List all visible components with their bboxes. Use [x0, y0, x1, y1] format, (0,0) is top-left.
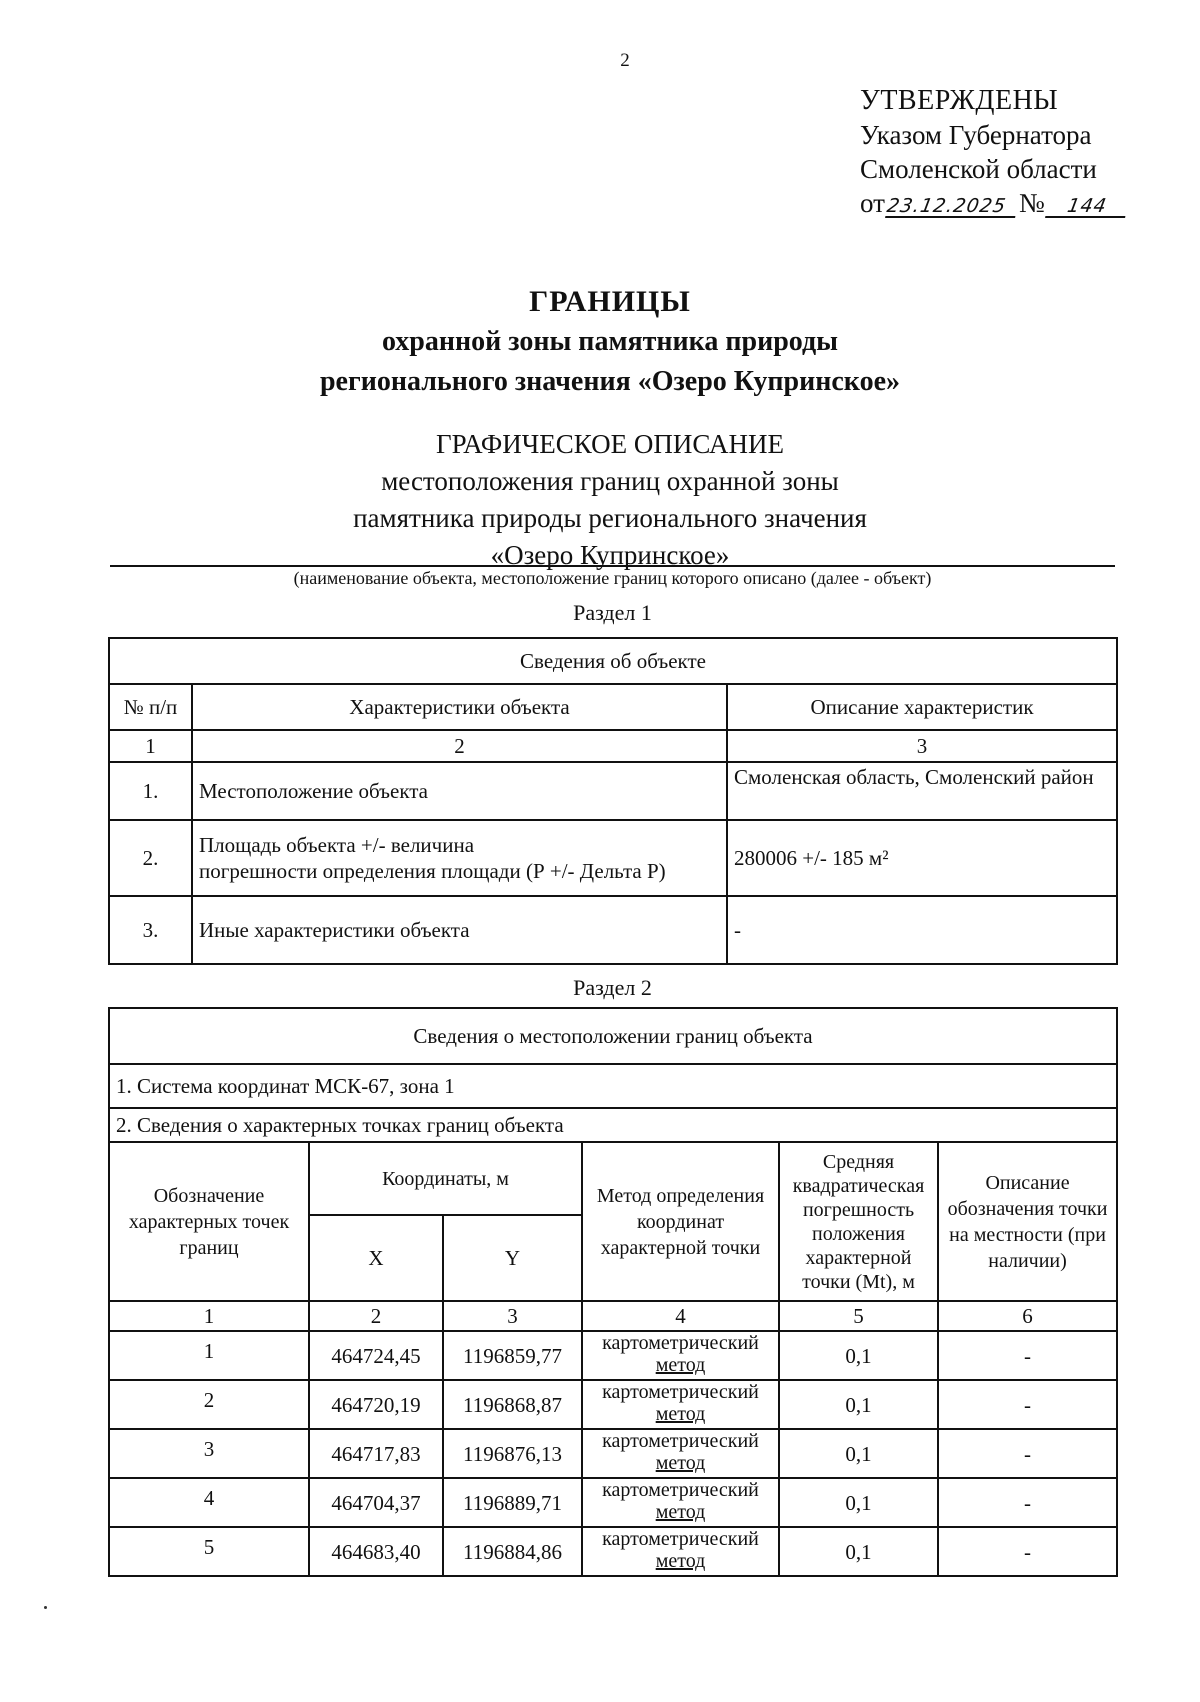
- point-number: 5: [109, 1527, 309, 1576]
- row-characteristic: [192, 820, 727, 896]
- point-accuracy: 0,1: [779, 1478, 938, 1527]
- row-characteristic-line2: погрешности определения площади (Р +/- Дельта Р): [199, 859, 666, 883]
- header-x: X: [309, 1215, 443, 1301]
- subtitle-line-2: местоположения границ охранной зоны: [381, 466, 839, 496]
- title-line-1: ГРАНИЦЫ: [529, 285, 691, 318]
- point-description: -: [938, 1478, 1117, 1527]
- boundary-points-table: [108, 1007, 1118, 1577]
- row-description: 280006 +/- 185 м²: [727, 820, 1117, 896]
- point-method-line2: метод: [655, 1403, 706, 1425]
- section2-label: Раздел 2: [573, 975, 652, 1000]
- document-title: [110, 282, 1110, 402]
- boundary-table-title: Сведения о местоположении границ объекта: [109, 1008, 1117, 1064]
- row-number: 2.: [109, 820, 192, 896]
- point-method-line2: метод: [655, 1501, 706, 1523]
- point-y: 1196884,86: [443, 1527, 582, 1576]
- point-method-line2: метод: [655, 1452, 706, 1474]
- point-number: 1: [109, 1331, 309, 1380]
- table-row: [109, 1429, 1117, 1478]
- approval-heading: УТВЕРЖДЕНЫ: [860, 85, 1059, 116]
- point-method: [582, 1331, 779, 1380]
- point-description: -: [938, 1331, 1117, 1380]
- approval-handwritten-number: 144: [1045, 196, 1129, 218]
- point-number: 2: [109, 1380, 309, 1429]
- point-method-line1: картометрический: [602, 1479, 759, 1501]
- header-point-description: Описание обозначения точки на местности (при наличии): [938, 1142, 1117, 1301]
- point-description: -: [938, 1429, 1117, 1478]
- point-method-line1: картометрический: [602, 1528, 759, 1550]
- section1-label: Раздел 1: [573, 600, 652, 625]
- column-number: 1: [109, 1301, 309, 1331]
- page-number: 2: [620, 50, 630, 71]
- column-number: 3: [443, 1301, 582, 1331]
- table-row: [109, 1331, 1117, 1380]
- object-info-title: Сведения об объекте: [109, 638, 1117, 684]
- table-row: [109, 1478, 1117, 1527]
- header-accuracy: Средняя квадратическая погрешность положения характерной точки (Mt), м: [779, 1142, 938, 1301]
- point-y: 1196876,13: [443, 1429, 582, 1478]
- point-x: 464717,83: [309, 1429, 443, 1478]
- point-method-line2: метод: [655, 1550, 706, 1572]
- row-characteristic-line1: Площадь объекта +/- величина: [199, 833, 475, 857]
- object-info-table: [108, 637, 1118, 965]
- row-number: 1.: [109, 762, 192, 820]
- point-method: [582, 1478, 779, 1527]
- header-number: № п/п: [109, 684, 192, 730]
- point-y: 1196868,87: [443, 1380, 582, 1429]
- point-x: 464704,37: [309, 1478, 443, 1527]
- point-y: 1196889,71: [443, 1478, 582, 1527]
- point-number: 4: [109, 1478, 309, 1527]
- point-method-line1: картометрический: [602, 1381, 759, 1403]
- approval-date-line: [860, 186, 1129, 220]
- point-method: [582, 1380, 779, 1429]
- point-method-line1: картометрический: [602, 1332, 759, 1354]
- header-method: Метод определения координат характерной точки: [582, 1142, 779, 1301]
- subtitle-line-3: памятника природы регионального значения: [353, 503, 867, 533]
- table-row: [109, 762, 1117, 820]
- document-subtitle: [110, 426, 1110, 574]
- point-x: 464683,40: [309, 1527, 443, 1576]
- point-number: 3: [109, 1429, 309, 1478]
- header-characteristics: Характеристики объекта: [192, 684, 727, 730]
- point-x: 464724,45: [309, 1331, 443, 1380]
- approval-from-label: от: [860, 188, 885, 218]
- column-number: 3: [727, 730, 1117, 762]
- table-row: [109, 896, 1117, 964]
- row-characteristic: Местоположение объекта: [192, 762, 727, 820]
- coordinate-system: 1. Система координат МСК-67, зона 1: [109, 1064, 1117, 1108]
- row-number: 3.: [109, 896, 192, 964]
- column-number: 4: [582, 1301, 779, 1331]
- column-number: 5: [779, 1301, 938, 1331]
- point-accuracy: 0,1: [779, 1380, 938, 1429]
- column-number: 2: [309, 1301, 443, 1331]
- table-row: [109, 820, 1117, 896]
- row-characteristic: Иные характеристики объекта: [192, 896, 727, 964]
- point-y: 1196859,77: [443, 1331, 582, 1380]
- point-accuracy: 0,1: [779, 1331, 938, 1380]
- subtitle-line-1: ГРАФИЧЕСКОЕ ОПИСАНИЕ: [435, 429, 785, 459]
- object-caption: (наименование объекта, местоположение границ которого описано (далее - объект): [293, 568, 932, 588]
- point-method: [582, 1429, 779, 1478]
- point-x: 464720,19: [309, 1380, 443, 1429]
- object-name-rule: [110, 565, 1115, 567]
- title-line-2: охранной зоны памятника природы: [381, 326, 839, 357]
- subtitle-line-4: «Озеро Купринское»: [490, 540, 730, 570]
- column-number: 2: [192, 730, 727, 762]
- column-number: 1: [109, 730, 192, 762]
- point-description: -: [938, 1380, 1117, 1429]
- point-description: -: [938, 1527, 1117, 1576]
- points-heading: 2. Сведения о характерных точках границ объекта: [109, 1108, 1117, 1142]
- table-row: [109, 1380, 1117, 1429]
- row-description: -: [727, 896, 1117, 964]
- approval-line-region: Смоленской области: [860, 154, 1097, 184]
- point-accuracy: 0,1: [779, 1527, 938, 1576]
- table-row: [109, 1527, 1117, 1576]
- header-y: Y: [443, 1215, 582, 1301]
- column-number: 6: [938, 1301, 1117, 1331]
- title-line-3: регионального значения «Озеро Купринское»: [319, 366, 900, 397]
- approval-handwritten-date: 23.12.2025: [885, 196, 1019, 218]
- scan-speck: [44, 1606, 47, 1609]
- approval-number-label: №: [1018, 188, 1045, 218]
- header-designation: Обозначение характерных точек границ: [109, 1142, 309, 1301]
- approval-stamp-block: [860, 84, 1129, 220]
- point-method-line2: метод: [655, 1354, 706, 1376]
- header-description: Описание характеристик: [727, 684, 1117, 730]
- point-method-line1: картометрический: [602, 1430, 759, 1452]
- row-description: Смоленская область, Смоленский район: [727, 762, 1117, 820]
- point-accuracy: 0,1: [779, 1429, 938, 1478]
- header-coordinates: Координаты, м: [309, 1142, 582, 1215]
- approval-line-decree: Указом Губернатора: [860, 120, 1092, 150]
- point-method: [582, 1527, 779, 1576]
